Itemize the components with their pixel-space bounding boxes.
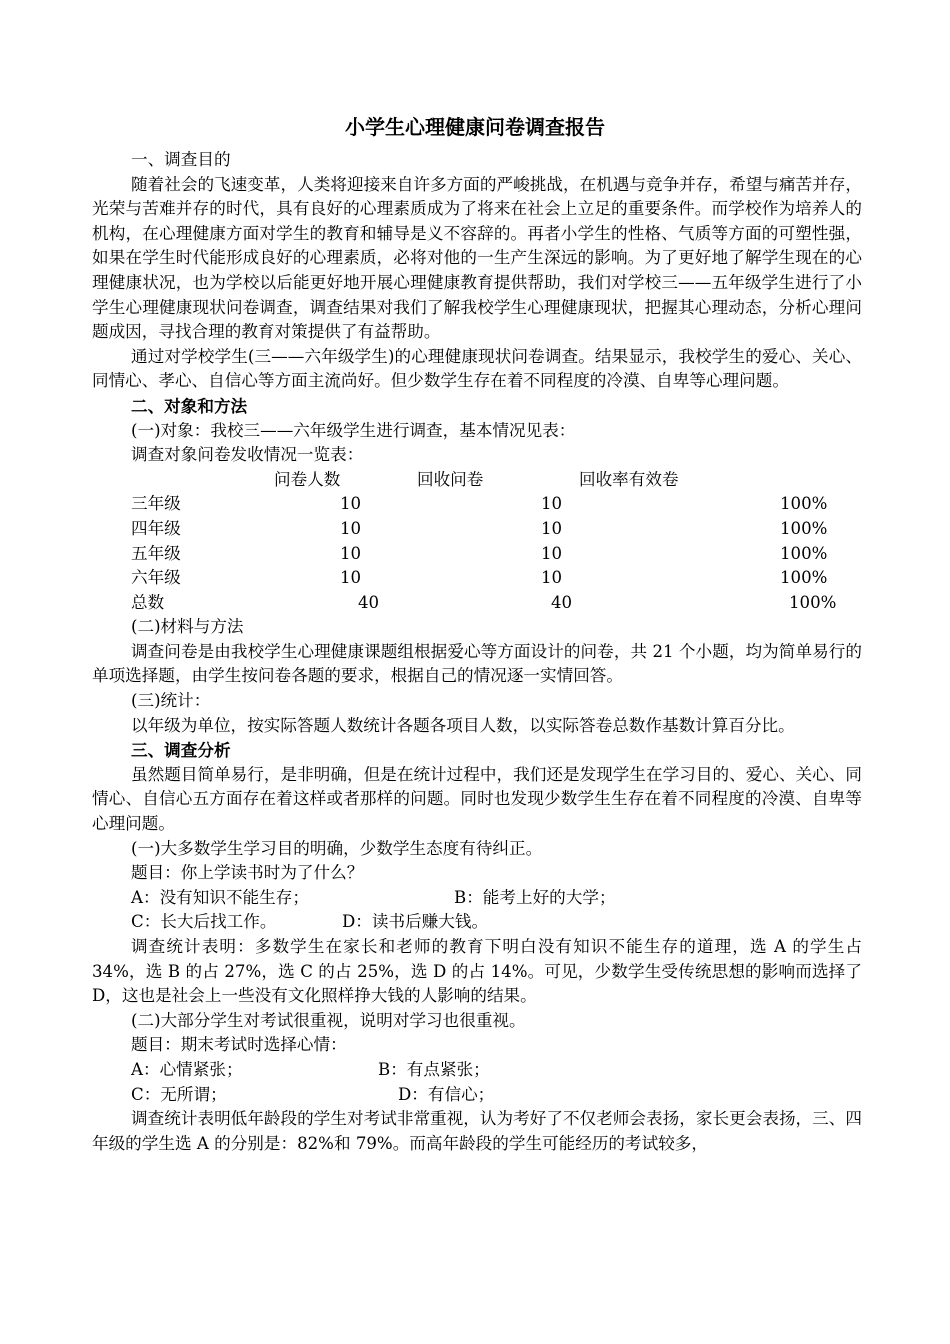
options-row: [92, 886, 862, 911]
option-c: C：长大后找工作。: [131, 912, 277, 932]
option-d: D：有信心；: [398, 1084, 495, 1104]
table-row: [92, 517, 862, 542]
section-heading-purpose: 一、调查目的: [131, 150, 231, 169]
option-a: A：没有知识不能生存；: [131, 887, 309, 907]
options-row: [92, 910, 862, 935]
table-cell-rate: 100%: [780, 568, 828, 588]
subheading: (一)大多数学生学习目的明确，少数学生态度有待纠正。: [131, 838, 543, 858]
table-cell-returned: 10: [541, 543, 563, 563]
table-cell-grade: 总数: [131, 592, 165, 612]
paragraph: 调查问卷是由我校学生心理健康课题组根据爱心等方面设计的问卷，共 21 个小题，均为简单易行的单项选择题，由学生按问卷各题的要求，根据自己的情况逐一实情回答。: [92, 641, 862, 686]
table-cell-rate: 100%: [780, 494, 828, 514]
table-cell-grade: 三年级: [131, 494, 181, 514]
table-cell-issued: 40: [358, 592, 380, 612]
option-c: C：无所谓；: [131, 1084, 227, 1104]
table-header: 回收率有效卷: [579, 469, 679, 489]
subheading: (一)对象：我校三——六年级学生进行调查，基本情况见表：: [131, 420, 576, 440]
option-b: B：有点紧张；: [378, 1059, 490, 1079]
section-heading-analysis: 三、调查分析: [131, 740, 231, 761]
table-cell-returned: 10: [541, 494, 563, 514]
table-header-row: [92, 468, 862, 493]
table-cell-rate: 100%: [789, 592, 837, 612]
paragraph: 调查统计表明：多数学生在家长和老师的教育下明白没有知识不能生存的道理，选 A 的学生占 34%，选 B 的占 27%，选 C 的占 25%，选 D 的占 14%。可见，少数学生受传统思想的影响而选择了 D，这也是社会上一些没有文化照样挣大钱的人影响的结果。: [92, 937, 862, 1006]
table-header: 问卷人数: [274, 469, 341, 489]
section-heading-method: 二、对象和方法: [131, 395, 248, 416]
option-a: A：心情紧张；: [131, 1059, 243, 1079]
table-cell-returned: 10: [541, 568, 563, 588]
table-total-row: [92, 591, 862, 616]
question: 题目：期末考试时选择心情：: [131, 1035, 347, 1055]
option-b: B：能考上好的大学；: [454, 887, 616, 907]
table-cell-issued: 10: [340, 543, 362, 563]
paragraph: 通过对学校学生(三——六年级学生)的心理健康现状问卷调查。结果显示，我校学生的爱心、关心、同情心、孝心、自信心等方面主流尚好。但少数学生存在着不同程度的冷漠、自卑等心理问题。: [92, 346, 862, 391]
table-cell-grade: 六年级: [131, 568, 181, 588]
options-row: [92, 1058, 862, 1083]
page-title: 小学生心理健康问卷调查报告: [345, 115, 605, 139]
paragraph: 调查统计表明低年龄段的学生对考试非常重视，认为考好了不仅老师会表扬，家长更会表扬，三、四年级的学生选 A 的分别是：82%和 79%。而高年龄段的学生可能经历的考试较多，: [92, 1109, 862, 1153]
table-cell-rate: 100%: [780, 543, 828, 563]
paragraph: 随着社会的飞速变革，人类将迎接来自许多方面的严峻挑战，在机遇与竞争并存，希望与痛苦并存，光荣与苦难并存的时代，具有良好的心理素质成为了将来在社会上立足的重要条件。而学校作为培养人的机构，在心理健康方面对学生的教育和辅导是义不容辞的。再者小学生的性格、气质等方面的可塑性强，如果在学生时代能形成良好的心理素质，必将对他的一生产生深远的影响。为了更好地了解学生现在的心理健康状况，也为学校以后能更好地开展心理健康教育提供帮助，我们对学校三——五年级学生进行了小学生心理健康现状问卷调查，调查结果对我们了解我校学生心理健康现状，把握其心理动态，分析心理问题成因，寻找合理的教育对策提供了有益帮助。: [92, 174, 862, 342]
survey-table: [92, 468, 862, 616]
table-cell-issued: 10: [340, 518, 362, 538]
table-header: 回收问卷: [417, 469, 484, 489]
subheading: (二)材料与方法: [131, 617, 244, 637]
table-cell-returned: 40: [551, 592, 573, 612]
table-cell-grade: 五年级: [131, 543, 181, 563]
table-cell-grade: 四年级: [131, 518, 181, 538]
subheading: (三)统计：: [131, 691, 211, 711]
table-caption: 调查对象问卷发收情况一览表：: [131, 445, 364, 465]
subheading: (二)大部分学生对考试很重视，说明对学习也很重视。: [131, 1010, 526, 1030]
table-row: [92, 566, 862, 591]
table-cell-returned: 10: [541, 518, 563, 538]
option-d: D：读书后赚大钱。: [342, 912, 489, 932]
table-cell-issued: 10: [340, 494, 362, 514]
table-row: [92, 542, 862, 567]
table-cell-rate: 100%: [780, 518, 828, 538]
options-row: [92, 1083, 862, 1108]
table-cell-issued: 10: [340, 568, 362, 588]
paragraph: 以年级为单位，按实际答题人数统计各题各项目人数，以实际答卷总数作基数计算百分比。: [131, 715, 795, 735]
question: 题目：你上学读书时为了什么？: [131, 863, 364, 883]
paragraph: 虽然题目简单易行，是非明确，但是在统计过程中，我们还是发现学生在学习目的、爱心、关心、同情心、自信心五方面存在着这样或者那样的问题。同时也发现少数学生生存在着不同程度的冷漠、自卑等心理问题。: [92, 764, 862, 834]
document-body: [92, 148, 862, 1156]
table-row: [92, 492, 862, 517]
